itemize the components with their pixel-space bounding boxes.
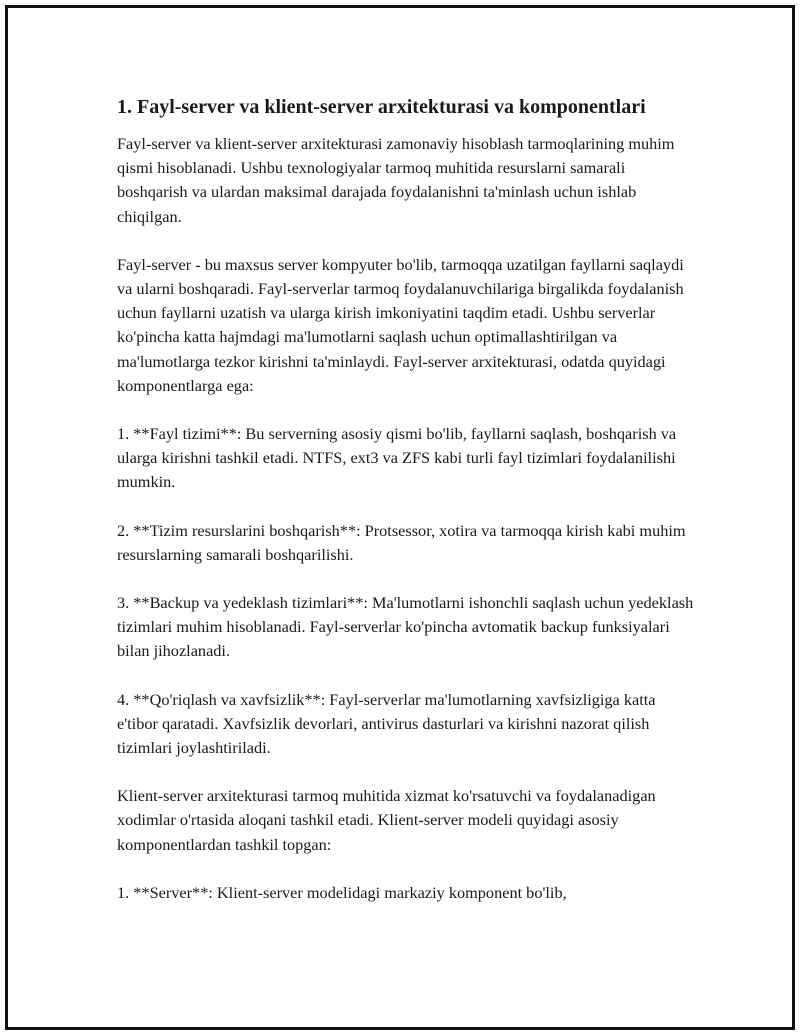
list-item-server: 1. **Server**: Klient-server modelidagi markaziy komponent bo'lib, (117, 882, 567, 902)
list-item-resource-management: 2. **Tizim resurslarini boshqarish**: Protsessor, xotira va tarmoqqa kirish kabi muhim resurslarning samarali boshqarilishi. (117, 520, 686, 564)
document-body (117, 94, 697, 905)
list-item-file-system: 1. **Fayl tizimi**: Bu serverning asosiy qismi bo'lib, fayllarni saqlash, boshqarish va ularga kirishni tashkil etadi. NTFS, ext3 va ZFS kabi turli fayl tizimlari foydalanilishi mumkin. (117, 424, 677, 492)
list-item-security: 4. **Qo'riqlash va xavfsizlik**: Fayl-serverlar ma'lumotlarning xavfsizligiga katta e'tibor qaratadi. Xavfsizlik devorlari, antivirus dasturlari va kirishni nazorat qilish tizimlari joylashtiriladi. (117, 689, 656, 758)
paragraph-client-server: Klient-server arxitekturasi tarmoq muhitida xizmat ko'rsatuvchi va foydalanadigan xodimlar o'rtasida aloqani tashkil etadi. Klient-server modeli quyidagi asosiy komponentlardan tashkil topgan: (117, 786, 656, 854)
section-heading: 1. Fayl-server va klient-server arxitekturasi va komponentlari (117, 96, 646, 118)
paragraph-intro: Fayl-server va klient-server arxitekturasi zamonaviy hisoblash tarmoqlarining muhim qismi hisoblanadi. Ushbu texnologiyalar tarmoq muhitida resurslarni samarali boshqarish va ulardan maksimal darajada foydalanishni ta'minlash uchun ishlab chiqilgan. (117, 134, 675, 226)
list-item-backup: 3. **Backup va yedeklash tizimlari**: Ma'lumotlarni ishonchli saqlash uchun yedeklash tizimlari muhim hisoblanadi. Fayl-serverlar ko'pincha avtomatik backup funksiyalari bilan jihozlanadi. (117, 593, 694, 661)
paragraph-file-server: Fayl-server - bu maxsus server kompyuter bo'lib, tarmoqqa uzatilgan fayllarni saqlaydi va ularni boshqaradi. Fayl-serverlar tarmoq foydalanuvchilariga birgalikda foydalanish uchun fayllarni uzatish va ularga kirish imkoniyatini taqdim etadi. Ushbu serverlar ko'pincha katta hajmdagi ma'lumotlarni saqlash uchun optimallashtirilgan va ma'lumotlarga tezkor kirishni ta'minlaydi. Fayl-server arxitekturasi, odatda quyidagi komponentlarga ega: (117, 254, 684, 395)
